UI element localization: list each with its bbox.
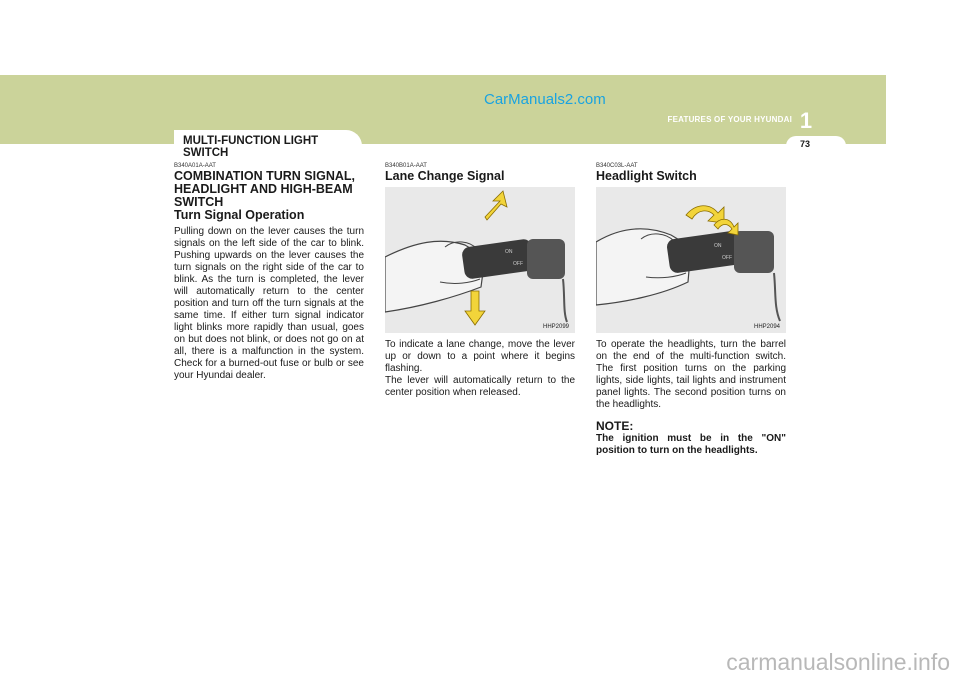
rotate-arrow-icon [686, 206, 724, 223]
body-text: To operate the headlights, turn the barrel on the end of the multi-function switch. The first position turns on the parking lights, side lights, tail lights and instrument panel lights. The second position turns on the headlights. [596, 339, 786, 410]
svg-text:ON: ON [714, 243, 722, 249]
svg-text:OFF: OFF [513, 261, 523, 267]
svg-text:OFF: OFF [722, 255, 732, 261]
hand-turning-barrel-illustration [596, 187, 786, 333]
hand-on-lever-illustration [385, 187, 575, 333]
body-text: To indicate a lane change, move the lever up or down to a point where it begins flashing. The lever will automatically return to the center position when released. [385, 339, 575, 398]
footer-watermark[interactable]: carmanualsonline.info [726, 649, 950, 675]
column-headlight-switch [596, 163, 786, 457]
subsection-heading: Turn Signal Operation [174, 208, 305, 222]
section-heading: Headlight Switch [596, 169, 697, 183]
section-code: B340A01A-AAT [174, 163, 216, 169]
headlight-figure [596, 187, 786, 333]
column-lane-change [385, 163, 575, 399]
figure-code: HHP2094 [753, 324, 780, 330]
arrow-down-icon [465, 291, 485, 325]
watermark-link[interactable]: CarManuals2.com [484, 91, 606, 108]
arrow-up-icon [485, 191, 507, 220]
figure-code: HHP2099 [542, 324, 569, 330]
chapter-title: FEATURES OF YOUR HYUNDAI [667, 115, 792, 124]
note-text: The ignition must be in the "ON" position to turn on the headlights. [596, 433, 786, 456]
header-band [0, 75, 886, 144]
column-turn-signal [174, 163, 364, 382]
svg-text:ON: ON [505, 249, 513, 255]
lane-change-figure [385, 187, 575, 333]
section-title: MULTI-FUNCTION LIGHT SWITCH [183, 135, 319, 159]
section-heading: COMBINATION TURN SIGNAL, HEADLIGHT AND HIGH-BEAM SWITCH [174, 169, 356, 209]
note-title: NOTE: [596, 419, 634, 433]
section-code: B340C03L-AAT [596, 163, 638, 169]
body-text: Pulling down on the lever causes the turn signals on the left side of the car to blink. Pushing upwards on the lever causes the turn signals on the right side of the car to blink. As the turn is completed, the lever will automatically return to the center position and turn off the turn signals at the same time. If either turn signal indicator light blinks more rapidly than usual, goes on but does not blink, or does not go on at all, there is a malfunction in the system. Check for a burned-out fuse or bulb or see your Hyundai dealer. [174, 226, 364, 381]
section-heading: Lane Change Signal [385, 169, 505, 183]
chapter-number: 1 [799, 108, 813, 133]
section-code: B340B01A-AAT [385, 163, 427, 169]
page-number: 73 [799, 139, 810, 149]
